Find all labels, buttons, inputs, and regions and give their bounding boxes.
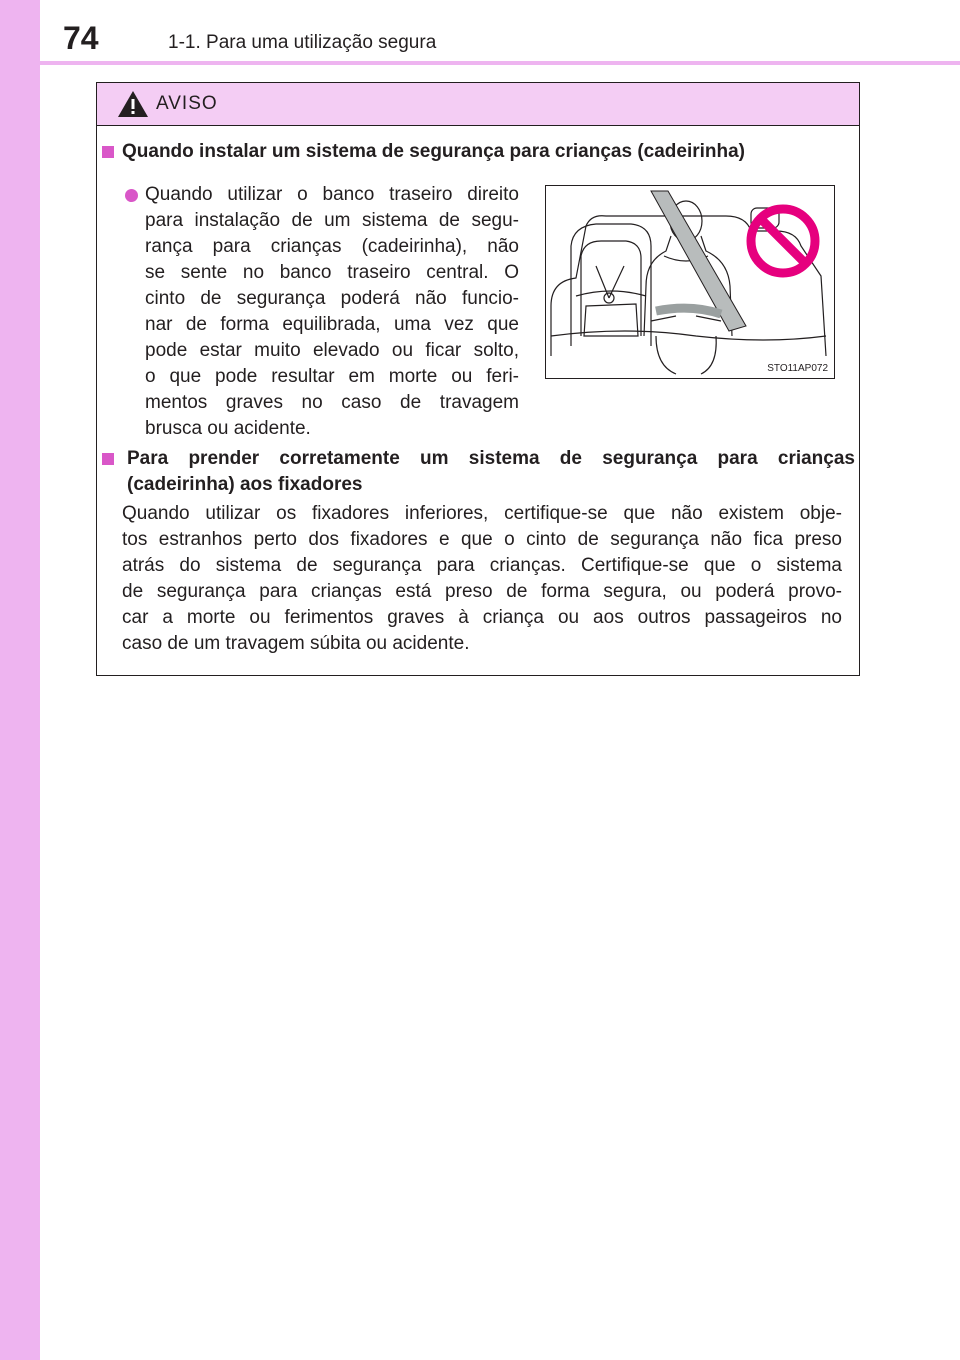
- page-number: 74: [63, 20, 99, 56]
- warning-label: AVISO: [156, 93, 218, 114]
- text-line: nar de forma equilibrada, uma vez que: [145, 314, 519, 335]
- text-line: tos estranhos perto dos fixadores e que o cinto de segurança não fica preso: [122, 529, 842, 550]
- square-bullet: [102, 146, 114, 158]
- prohibited-icon: [751, 209, 815, 273]
- section-heading: [127, 446, 855, 498]
- text-line: para instalação de um sistema de segu-: [145, 210, 519, 231]
- square-bullet: [102, 453, 114, 465]
- text-line: pode estar muito elevado ou ficar solto,: [145, 340, 519, 361]
- section-title: 1-1. Para uma utilização segura: [168, 32, 437, 53]
- text-line: mentos graves no caso de travagem: [145, 392, 519, 413]
- text-line: atrás do sistema de segurança para crianças. Certifique-se que o sistema: [122, 555, 842, 576]
- text-line: de segurança para crianças está preso de forma segura, ou poderá provo-: [122, 581, 842, 602]
- text-line: Quando utilizar os fixadores inferiores, certifique-se que não existem obje-: [122, 503, 842, 524]
- section-heading: Quando instalar um sistema de segurança para crianças (cadeirinha): [122, 141, 746, 162]
- text-line: se sente no banco traseiro central. O: [145, 262, 519, 283]
- heading-line: Para prender corretamente um sistema de segurança para crianças: [127, 448, 855, 469]
- side-color-strip: [0, 0, 40, 1360]
- text-line: rança para crianças (cadeirinha), não: [145, 236, 519, 257]
- text-line: cinto de segurança poderá não funcio-: [145, 288, 519, 309]
- round-bullet: [125, 189, 138, 202]
- text-line: car a morte ou ferimentos graves à criança ou aos outros passageiros no: [122, 607, 842, 628]
- warning-header: [97, 83, 859, 126]
- bullet-paragraph: [145, 182, 519, 442]
- header-rule: [40, 61, 960, 65]
- seat-illustration: [545, 185, 835, 379]
- warning-triangle-icon: [117, 90, 149, 118]
- text-line: caso de um travagem súbita ou acidente.: [122, 633, 470, 654]
- heading-line: (cadeirinha) aos fixadores: [127, 474, 363, 495]
- rear-seat-drawing: [546, 186, 834, 378]
- text-line: Quando utilizar o banco traseiro direito: [145, 184, 519, 205]
- text-line: o que pode resultar em morte ou feri-: [145, 366, 519, 387]
- figure-code: STO11AP072: [767, 363, 828, 374]
- text-line: brusca ou acidente.: [145, 418, 311, 439]
- body-paragraph: [122, 501, 842, 657]
